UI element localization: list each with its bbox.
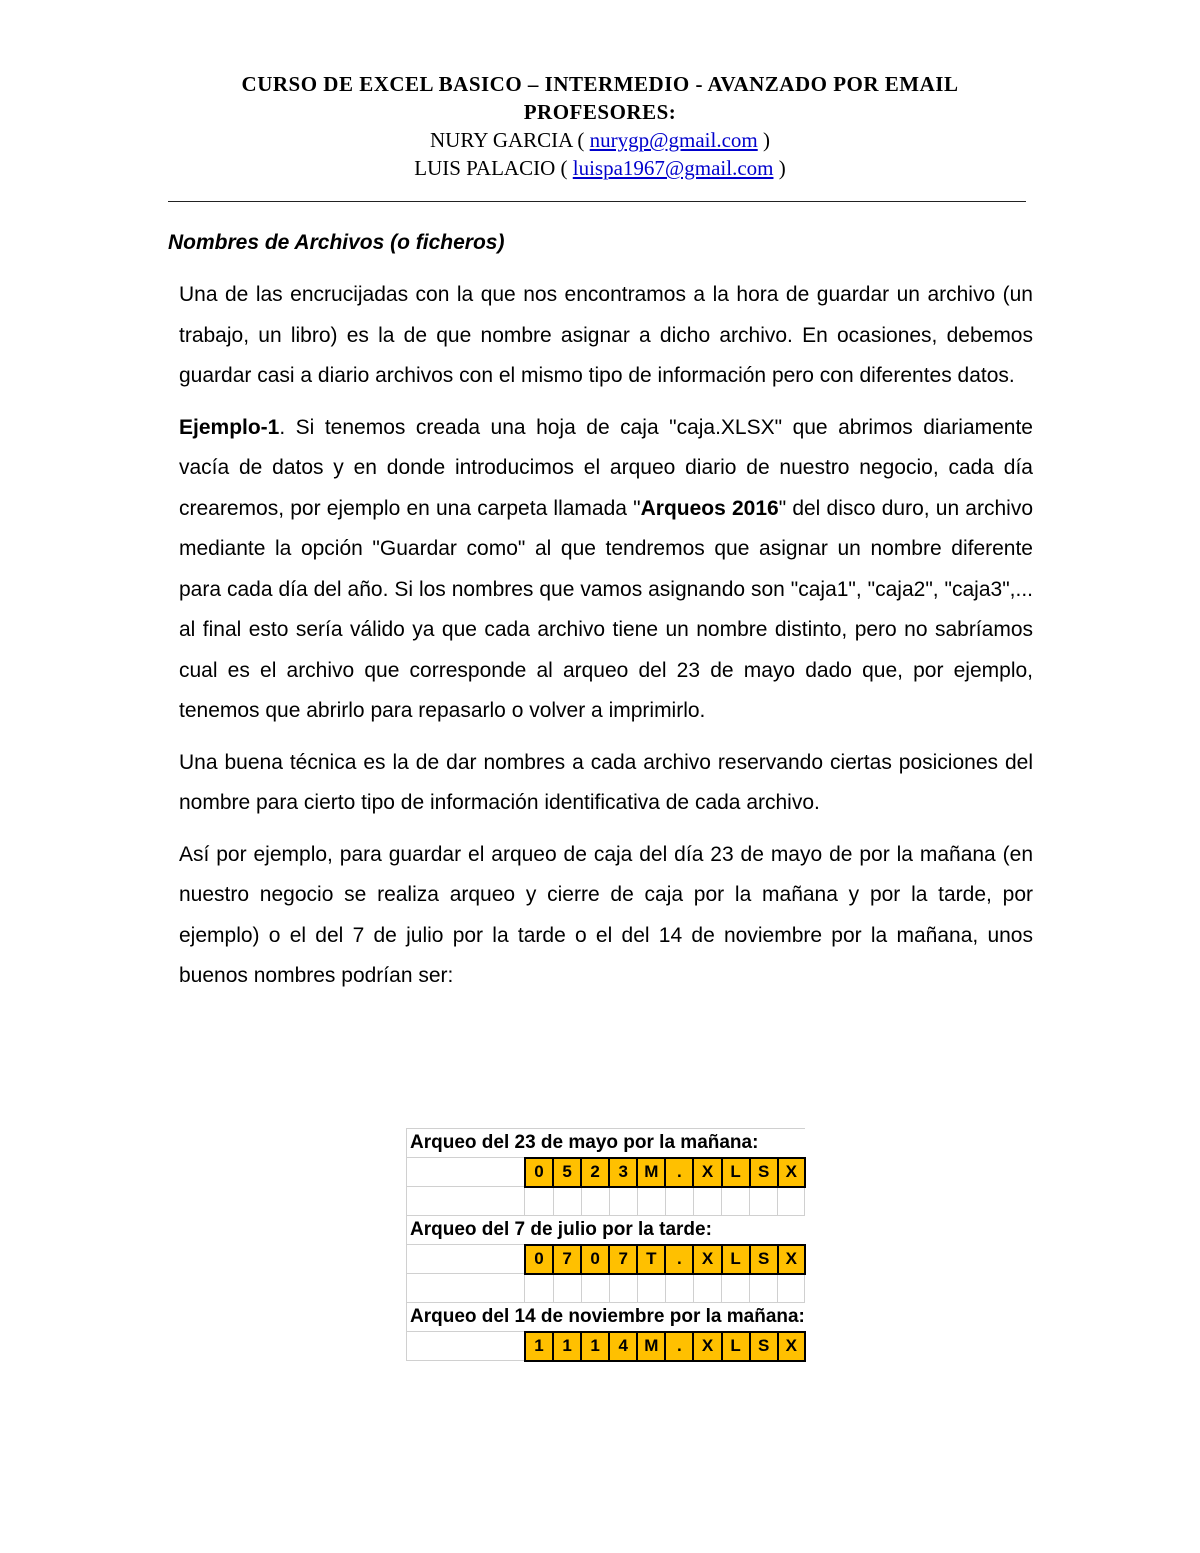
sheet-empty-cell xyxy=(609,1274,637,1303)
sheet-empty-cell xyxy=(525,1274,553,1303)
sheet-empty-cell xyxy=(778,1274,805,1303)
professor-1-email-link[interactable]: nurygp@gmail.com xyxy=(589,128,758,152)
sheet-empty-cell xyxy=(581,1274,609,1303)
paragraph-naming-example: Así por ejemplo, para guardar el arqueo de caja del día 23 de mayo de por la mañana (en nuestro negocio se realiza arqueo y cierre de caja por la mañana y por la tarde, por ejemplo) o el del 7 de julio por la tarde o el del 14 de noviembre por la mañana, unos buenos nombres podrían ser: xyxy=(179,842,1033,987)
professor-line-1 xyxy=(0,126,1200,154)
sheet-empty-cell xyxy=(407,1332,525,1361)
paragraph-intro: Una de las encrucijadas con la que nos encontramos a la hora de guardar un archivo (un trabajo, un libro) es la de que nombre asignar a dicho archivo. En ocasiones, debemos guardar casi a diario archivos con el mismo tipo de información pero con diferentes datos. xyxy=(179,283,1033,387)
paragraph-example-1 xyxy=(179,408,1033,732)
filename-char-cell: M xyxy=(637,1158,665,1187)
paragraph-technique: Una buena técnica es la de dar nombres a cada archivo reservando ciertas posiciones del nombre para cierto tipo de información identificativa de cada archivo. xyxy=(179,750,1033,814)
filename-char-cell: 0 xyxy=(525,1245,553,1274)
sheet-empty-cell xyxy=(778,1187,805,1216)
sheet-empty-cell xyxy=(750,1274,778,1303)
body-text xyxy=(179,275,1033,1008)
sheet-label-row xyxy=(407,1303,805,1332)
professor-2-email-link[interactable]: luispa1967@gmail.com xyxy=(572,156,774,180)
filename-char-cell: X xyxy=(778,1158,805,1187)
sheet-empty-cell xyxy=(553,1187,581,1216)
filename-char-cell: 4 xyxy=(609,1332,637,1361)
filename-char-cell: X xyxy=(693,1245,721,1274)
sheet-empty-cell xyxy=(722,1187,750,1216)
professor-1-close: ) xyxy=(762,128,770,152)
example-label: Ejemplo-1 xyxy=(179,415,280,439)
example-label-cell: Arqueo del 7 de julio por la tarde: xyxy=(407,1216,805,1245)
filename-char-cell: 1 xyxy=(553,1332,581,1361)
sheet-empty-cell xyxy=(637,1187,665,1216)
filename-char-cell: S xyxy=(750,1245,778,1274)
file-name-examples-sheet xyxy=(406,1128,806,1362)
sheet-empty-cell xyxy=(581,1187,609,1216)
sheet-empty-cell xyxy=(407,1245,525,1274)
course-title: CURSO DE EXCEL BASICO – INTERMEDIO - AVANZADO POR EMAIL xyxy=(241,72,959,96)
filename-char-cell: 7 xyxy=(609,1245,637,1274)
sheet-empty-cell xyxy=(407,1158,525,1187)
filename-char-cell: S xyxy=(750,1332,778,1361)
filename-char-cell: S xyxy=(750,1158,778,1187)
filename-char-cell: 0 xyxy=(525,1158,553,1187)
header-divider xyxy=(168,201,1026,202)
document-header xyxy=(0,70,1200,182)
filename-char-cell: . xyxy=(665,1245,693,1274)
professor-2-name: LUIS PALACIO ( xyxy=(414,156,568,180)
sheet-empty-cell xyxy=(553,1274,581,1303)
sheet-empty-row xyxy=(407,1187,805,1216)
sheet-empty-cell xyxy=(609,1187,637,1216)
sheet-empty-cell xyxy=(407,1187,525,1216)
sheet-empty-cell xyxy=(722,1274,750,1303)
sheet-empty-cell xyxy=(693,1187,721,1216)
filename-char-cell: M xyxy=(637,1332,665,1361)
sheet-filename-row xyxy=(407,1158,805,1187)
filename-char-cell: 1 xyxy=(525,1332,553,1361)
filename-char-cell: X xyxy=(778,1245,805,1274)
sheet-filename-row xyxy=(407,1332,805,1361)
professor-line-2 xyxy=(0,154,1200,182)
filename-char-cell: 0 xyxy=(581,1245,609,1274)
filename-char-cell: . xyxy=(665,1158,693,1187)
sheet-empty-cell xyxy=(525,1187,553,1216)
sheet-empty-cell xyxy=(693,1274,721,1303)
sheet-empty-cell xyxy=(637,1274,665,1303)
filename-char-cell: 5 xyxy=(553,1158,581,1187)
sheet-empty-cell xyxy=(407,1274,525,1303)
sheet-empty-cell xyxy=(665,1187,693,1216)
professors-label: PROFESORES: xyxy=(523,100,677,124)
filename-char-cell: 7 xyxy=(553,1245,581,1274)
example-text-a: . Si tenemos creada una hoja de caja "caja.XLSX" que abrimos diariamente vacía de datos y en donde introducimos el arqueo diario de nuestro negocio, cada día crearemos, por ejemplo en una carpeta llamada " xyxy=(179,415,1033,520)
filename-char-cell: X xyxy=(693,1158,721,1187)
example-label-cell: Arqueo del 23 de mayo por la mañana: xyxy=(407,1129,805,1158)
filename-char-cell: . xyxy=(665,1332,693,1361)
sheet-empty-row xyxy=(407,1274,805,1303)
filename-char-cell: L xyxy=(722,1158,750,1187)
filename-char-cell: 1 xyxy=(581,1332,609,1361)
filename-char-cell: X xyxy=(693,1332,721,1361)
filename-char-cell: X xyxy=(778,1332,805,1361)
sheet-filename-row xyxy=(407,1245,805,1274)
example-label-cell: Arqueo del 14 de noviembre por la mañana: xyxy=(407,1303,805,1332)
sheet-label-row xyxy=(407,1129,805,1158)
example-text-b: " del disco duro, un archivo mediante la opción "Guardar como" al que tendremos que asignar un nombre diferente para cada día del año. Si los nombres que vamos asignando son "caja1", "caja2", "caja3",... al final esto sería válido ya que cada archivo tiene un nombre distinto, pero no sabríamos cual es el archivo que corresponde al arqueo del 23 de mayo dado que, por ejemplo, tenemos que abrirlo para repasarlo o volver a imprimirlo. xyxy=(179,496,1033,722)
filename-char-cell: 3 xyxy=(609,1158,637,1187)
sheet-label-row xyxy=(407,1216,805,1245)
professor-2-close: ) xyxy=(778,156,786,180)
filename-char-cell: L xyxy=(722,1332,750,1361)
filename-char-cell: L xyxy=(722,1245,750,1274)
sheet-empty-cell xyxy=(665,1274,693,1303)
folder-name: Arqueos 2016 xyxy=(640,496,779,520)
filename-char-cell: 2 xyxy=(581,1158,609,1187)
filename-char-cell: T xyxy=(637,1245,665,1274)
professor-1-name: NURY GARCIA ( xyxy=(430,128,585,152)
sheet-empty-cell xyxy=(750,1187,778,1216)
section-title: Nombres de Archivos (o ficheros) xyxy=(168,231,505,254)
